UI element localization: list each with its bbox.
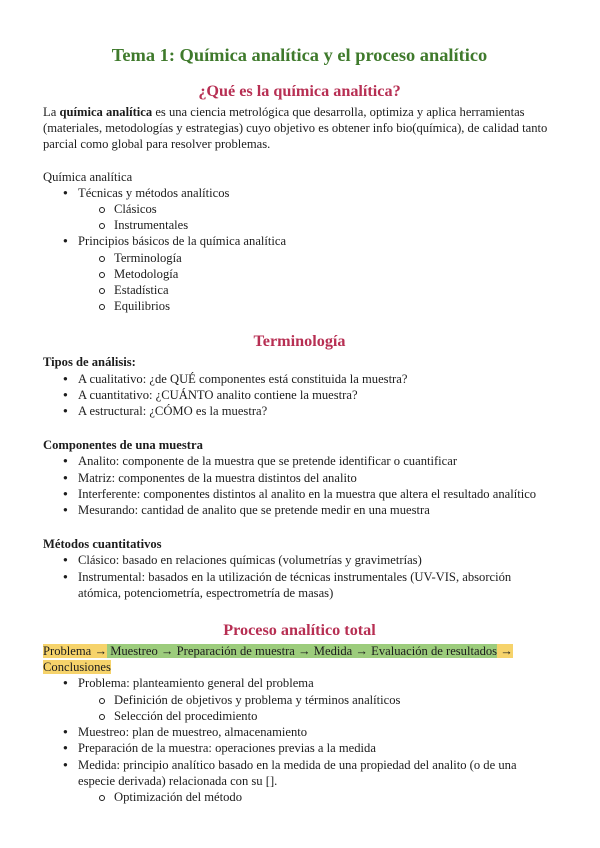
sub-list-item: Estadística: [78, 282, 556, 298]
list-item: ● Analito: componente de la muestra que se pretende identificar o cuantificar: [43, 453, 556, 469]
sub-list-item: Instrumentales: [78, 217, 556, 233]
sub-list: [78, 789, 556, 805]
flow-steps-middle: [107, 644, 497, 658]
flow-step-label: Evaluación de resultados: [371, 644, 498, 659]
arrow-icon: →: [355, 644, 369, 659]
arrow-icon: →: [94, 644, 108, 659]
definition-term: química analítica: [59, 105, 153, 119]
list-item: ● Mesurando: cantidad de analito que se pretende medir en una muestra: [43, 502, 556, 518]
list-item: [43, 675, 556, 724]
flow-step-label: Conclusiones: [43, 660, 111, 675]
list-item: [43, 185, 556, 234]
list-item: ● A estructural: ¿CÓMO es la muestra?: [43, 403, 556, 419]
list-item-text: Problema: planteamiento general del problema: [78, 676, 314, 691]
sub-list-item: Optimización del método: [78, 789, 556, 805]
list-item: [43, 233, 556, 314]
methods-list: [43, 552, 556, 601]
sub-list-item: Definición de objetivos y problema y términos analíticos: [78, 692, 556, 708]
definition-paragraph: [43, 104, 556, 153]
subheading-componentes: Componentes de una muestra: [43, 438, 203, 453]
sub-list: [78, 692, 556, 724]
flow-step-label: Medida: [313, 644, 353, 659]
list-item-text: Técnicas y métodos analíticos: [78, 185, 230, 200]
section-heading-proceso: Proceso analítico total: [223, 621, 376, 640]
sub-list: [78, 201, 556, 233]
flow-step-label: Muestreo: [110, 644, 158, 659]
section-heading-terminologia: Terminología: [253, 332, 346, 351]
list-item-text: Medida: principio analítico basado en la medida de una propiedad del analito (o de una especie derivada) relacionada con su [].: [78, 757, 517, 788]
list-item: ● Muestreo: plan de muestreo, almacenamiento: [43, 724, 556, 740]
components-list: [43, 453, 556, 518]
arrow-icon: →: [160, 644, 174, 659]
page-title: Tema 1: Química analítica y el proceso analítico: [111, 45, 488, 65]
list-item: [43, 757, 556, 806]
outline-label: Química analítica: [43, 169, 133, 184]
flow-step-label: Problema: [43, 644, 92, 659]
sub-list: [78, 250, 556, 315]
analysis-list: [43, 371, 556, 420]
list-item: ● Preparación de la muestra: operaciones previas a la medida: [43, 740, 556, 756]
sub-list-item: Terminología: [78, 250, 556, 266]
list-item: ● Interferente: componentes distintos al analito en la muestra que altera el resultado analítico: [43, 486, 556, 502]
process-flow: [43, 643, 556, 675]
sub-list-item: Metodología: [78, 266, 556, 282]
subheading-metodos: Métodos cuantitativos: [43, 537, 162, 552]
definition-prefix: La: [43, 105, 57, 119]
list-item: ● Instrumental: basados en la utilización de técnicas instrumentales (UV-VIS, absorción atómica, potenciometría, espectrometría de masas): [43, 569, 556, 601]
definition-text: es una ciencia metrológica que desarrolla, optimiza y aplica herramientas (materiales, metodologías y estrategias) cuyo objetivo es obtener info bio(química), de calidad tanto parcial como global para resolver problemas.: [43, 105, 548, 152]
list-item-text: Principios básicos de la química analítica: [78, 234, 287, 249]
sub-list-item: Selección del procedimiento: [78, 708, 556, 724]
section-heading-que-es: ¿Qué es la química analítica?: [198, 82, 401, 100]
sub-list-item: Equilibrios: [78, 298, 556, 314]
arrow-icon: →: [500, 644, 513, 659]
outline-list: [43, 185, 556, 315]
flow-step-label: Preparación de muestra: [176, 644, 295, 659]
list-item: ● Clásico: basado en relaciones químicas (volumetrías y gravimetrías): [43, 552, 556, 568]
list-item: ● A cuantitativo: ¿CUÁNTO analito contiene la muestra?: [43, 387, 556, 403]
process-list: [43, 675, 556, 805]
list-item: ● A cualitativo: ¿de QUÉ componentes está constituida la muestra?: [43, 371, 556, 387]
list-item: ● Matriz: componentes de la muestra distintos del analito: [43, 470, 556, 486]
sub-list-item: Clásicos: [78, 201, 556, 217]
subheading-tipos-analisis: Tipos de análisis:: [43, 355, 136, 370]
arrow-icon: →: [298, 644, 311, 659]
flow-step-problema: [43, 644, 107, 658]
